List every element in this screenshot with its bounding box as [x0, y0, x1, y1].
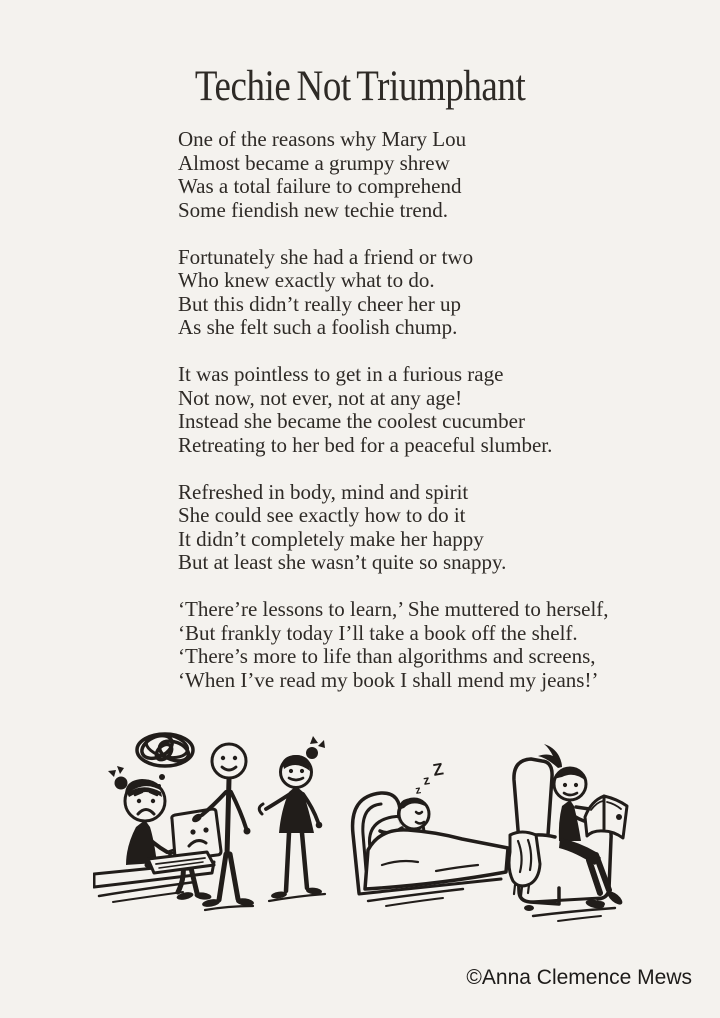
illustration-frustrated-at-laptop	[93, 724, 328, 916]
sleep-z-small: z	[414, 784, 422, 797]
poem-line: But at least she wasn’t quite so snappy.	[178, 550, 507, 574]
stanza-4	[178, 481, 609, 575]
illustration-sleeping-in-bed	[338, 758, 513, 908]
poem-line: ‘When I’ve read my book I shall mend my jeans!’	[178, 667, 599, 692]
poem-line: Instead she became the coolest cucumber	[178, 409, 525, 433]
poem-line: As she felt such a foolish chump.	[178, 315, 458, 339]
poem-line: But this didn’t really cheer her up	[178, 291, 462, 316]
poem-line: Not now, not ever, not at any age!	[178, 385, 463, 410]
page-title: Techie Not Triumphant	[194, 63, 526, 110]
sleep-z-medium: z	[421, 772, 431, 788]
sleep-z-large: Z	[431, 759, 445, 780]
stanza-5	[178, 598, 609, 692]
poem-line: Some fiendish new techie trend.	[178, 197, 449, 222]
poem-line: Refreshed in body, mind and spirit	[178, 479, 469, 504]
poem-line: ‘There’re lessons to learn,’ She muttered to herself,	[178, 597, 609, 621]
poem-line: ‘There’s more to life than algorithms and screens,	[178, 644, 596, 668]
open-book	[585, 796, 627, 838]
poem-line: ‘But frankly today I’ll take a book off the shelf.	[178, 620, 578, 645]
poem-line: One of the reasons why Mary Lou	[178, 127, 467, 151]
author-credit: ©Anna Clemence Mews	[466, 966, 692, 989]
stanza-2	[178, 246, 609, 340]
standing-woman	[259, 736, 325, 901]
poem-body	[178, 128, 609, 716]
poem-line: She could see exactly how to do it	[178, 503, 466, 527]
poem-line: It was pointless to get in a furious rage	[178, 362, 504, 386]
stanza-1	[178, 128, 609, 222]
poem-line: Who knew exactly what to do.	[178, 268, 435, 292]
poem-line: Almost became a grumpy shrew	[178, 150, 450, 175]
poem-line: Retreating to her bed for a peaceful slumber.	[178, 432, 553, 457]
stanza-3	[178, 363, 609, 457]
poem-line: Fortunately she had a friend or two	[178, 244, 474, 269]
throw-blanket	[509, 832, 540, 896]
poem-line: It didn’t completely make her happy	[178, 526, 484, 551]
poem-line: Was a total failure to comprehend	[178, 174, 462, 198]
sleep-zs	[414, 759, 444, 797]
illustration-reading-in-armchair	[503, 738, 663, 926]
blanket	[359, 830, 508, 906]
